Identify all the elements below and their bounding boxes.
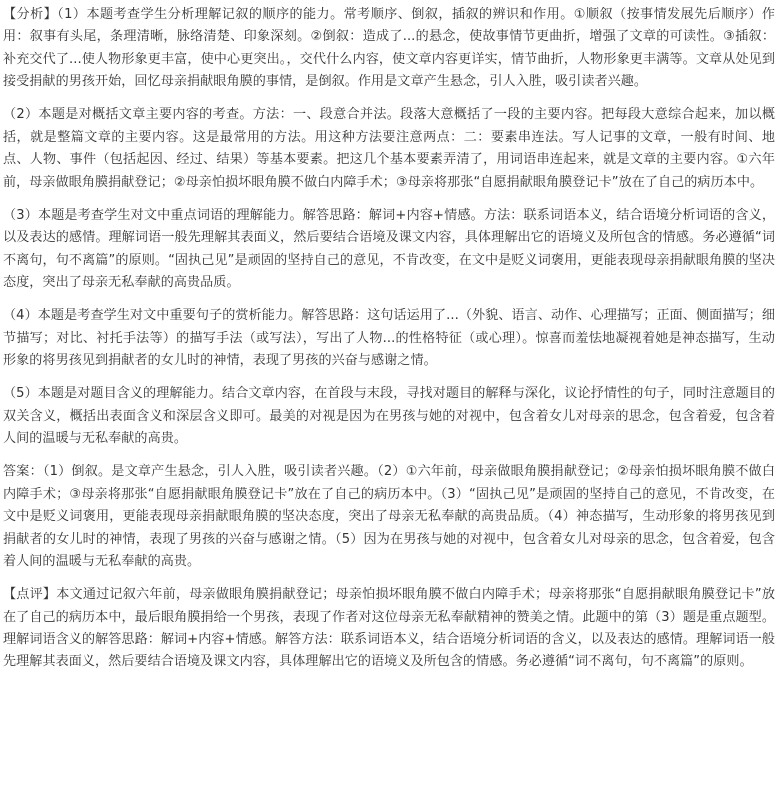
comment-tag: 【点评】 [3, 587, 57, 603]
answer-text: 答案：（1）倒叙。是文章产生悬念，引人入胜，吸引读者兴趣。（2）①六年前，母亲做眼角膜捐献登记；②母亲怕损坏眼角膜不做白内障手术；③母亲将那张“自愿捐献眼角膜登记卡”放在了自己的病历本中。（3）“固执己见”是顽固的坚持自己的意见，不肯改变，在文中是贬义词褒用，更能表现母亲捐献眼角膜的坚决态度，突出了母亲无私奉献的高贵品质。（4）神态描写，生动形象的将男孩见到捐献者的女儿时的神情，表现了男孩的兴奋与感谢之情。（5）因为在男孩与她的对视中，包含着女儿对母亲的思念，包含着爱，包含着人间的温暖与无私奉献的高贵。 [3, 464, 775, 569]
comment-paragraph [3, 584, 775, 674]
analysis-paragraph-4 [3, 305, 775, 372]
analysis-text-4: （4）本题是考查学生对文中重要句子的赏析能力。解答思路：这句话运用了...（外貌、语言、动作、心理描写；正面、侧面描写；细节描写；对比、衬托手法等）的描写手法（或写法），写出了人物...的性格特征（或心理）。惊喜而羞怯地凝视着她是神态描写，生动形象的将男孩见到捐献者的女儿时的神情，表现了男孩的兴奋与感谢之情。 [3, 308, 775, 369]
answer-paragraph [3, 461, 775, 573]
analysis-paragraph-2 [3, 104, 775, 194]
analysis-text-2: （2）本题是对概括文章主要内容的考查。方法：一、段意合并法。段落大意概括了一段的主要内容。把每段大意综合起来，加以概括，就是整篇文章的主要内容。这是最常用的方法。用这种方法要注意两点：二：要素串连法。写人记事的文章，一般有时间、地点、人物、事件（包括起因、经过、结果）等基本要素。把这几个基本要素弄清了，用词语串连起来，就是文章的主要内容。①六年前，母亲做眼角膜捐献登记；②母亲怕损坏眼角膜不做白内障手术；③母亲将那张“自愿捐献眼角膜登记卡”放在了自己的病历本中。 [3, 107, 775, 190]
analysis-paragraph-5 [3, 383, 775, 450]
analysis-paragraph-1 [3, 4, 775, 94]
comment-text: 本文通过记叙六年前，母亲做眼角膜捐献登记；母亲怕损坏眼角膜不做白内障手术；母亲将那张“自愿捐献眼角膜登记卡”放在了自己的病历本中，最后眼角膜捐给一个男孩，表现了作者对这位母亲无私奉献精神的赞美之情。此题中的第（3）题是重点题型。理解词语含义的解答思路：解词+内容+情感。解答方法：联系词语本义，结合语境分析词语的含义，以及表达的感情。理解词语一般先理解其表面义，然后要结合语境及课文内容，具体理解出它的语境义及所包含的情感。务必遵循“词不离句，句不离篇”的原则。 [3, 587, 775, 670]
analysis-text-3: （3）本题是考查学生对文中重点词语的理解能力。解答思路：解词+内容+情感。方法：联系词语本义，结合语境分析词语的含义，以及表达的感情。理解词语一般先理解其表面义，然后要结合语境及课文内容，具体理解出它的语境义及所包含的情感。务必遵循“词不离句，句不离篇”的原则。“固执己见”是顽固的坚持自己的意见，不肯改变，在文中是贬义词褒用，更能表现母亲捐献眼角膜的坚决态度，突出了母亲无私奉献的高贵品质。 [3, 207, 775, 291]
analysis-text-5: （5）本题是对题目含义的理解能力。结合文章内容，在首段与末段，寻找对题目的解释与深化，议论抒情性的句子，同时注意题目的双关含义，概括出表面含义和深层含义即可。最美的对视是因为在男孩与她的对视中，包含着女儿对母亲的思念，包含着爱，包含着人间的温暖与无私奉献的高贵。 [3, 386, 775, 447]
analysis-tag: 【分析】 [3, 7, 58, 22]
analysis-paragraph-3 [3, 205, 775, 295]
analysis-text-1: （1）本题考查学生分析理解记叙的顺序的能力。常考顺序、倒叙，插叙的辨识和作用。①顺叙（按事情发展先后顺序）作用：叙事有头尾，条理清晰，脉络清楚、印象深刻。②倒叙：造成了...的悬念，使故事情节更曲折，增强了文章的可读性。③插叙：补充交代了...使人物形象更丰富，使中心更突出。，交代什么内容，使文章内容更详实，情节曲折，人物形象更丰满等。文章从处见到接受捐献的男孩开始，回忆母亲捐献眼角膜的事情，是倒叙。作用是文章产生悬念，引人入胜，吸引读者兴趣。 [3, 7, 776, 90]
